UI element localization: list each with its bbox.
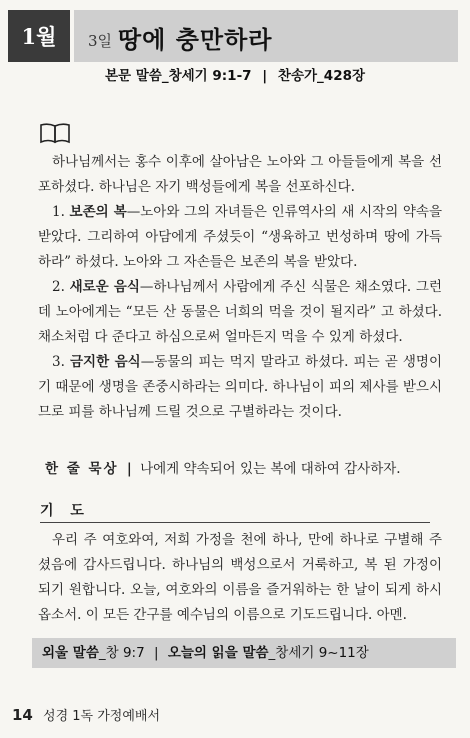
memory-label: 외울 말씀	[42, 645, 99, 661]
open-book-icon	[40, 122, 70, 144]
prayer-body	[38, 528, 442, 628]
hymn-number: 찬송가_428장	[277, 68, 366, 84]
memory-verse: _창 9:7	[98, 645, 145, 661]
intro-paragraph: 하나님께서는 홍수 이후에 살아남은 노아와 그 아들들에게 복을 선포하셨다. 하나님은 자기 백성들에게 복을 선포하신다.	[38, 154, 442, 195]
month-badge: 1월	[8, 10, 70, 62]
prayer-heading	[40, 500, 430, 523]
point-one-title: 보존의 복	[69, 204, 127, 220]
one-line-meditation	[45, 457, 455, 477]
point-one: 1. 보존의 복—노아와 그의 자녀들은 인류역사의 새 시작의 약속을 받았다. 그리하여 아담에게 주셨듯이 “생육하고 번성하며 땅에 가득하라” 하셨다. 노아와 그 자손들은 보존의 복을 받았다.	[38, 204, 443, 270]
scripture-text: 본문 말씀_창세기 9:1-7	[104, 68, 252, 84]
prayer-paragraph: 우리 주 여호와여, 저희 가정을 천에 하나, 만에 하나로 구별해 주셨음에 감사드립니다. 하나님의 백성으로서 거룩하고, 복 된 가정이 되기 원합니다. 오늘, 여호와의 이름을 즐거워하는 한 날이 되게 하시옵소서. 이 모든 간구를 예수님의 이름으로 기도드립니다. 아멘.	[38, 532, 442, 623]
scripture-reference	[0, 64, 470, 84]
point-two-title: 새로운 음식	[69, 279, 140, 295]
devotional-body	[38, 150, 442, 425]
title-band	[74, 10, 458, 62]
book-title: 성경 1독 가정예배서	[43, 709, 161, 724]
day-label: 3일	[88, 32, 113, 50]
point-two: 2. 새로운 음식—하나님께서 사람에게 주신 식물은 채소였다. 그런데 노아에게는 “모든 산 동물은 너희의 먹을 것이 될지라” 고 하셨다. 채소처럼 다 준다고 하심으로써 얼마든지 먹을 수 있게 하셨다.	[38, 279, 442, 345]
page-header	[0, 0, 470, 64]
meditation-separator: |	[126, 461, 132, 477]
memory-verse-bar	[32, 638, 456, 668]
memory-separator: |	[153, 645, 159, 661]
meditation-label: 한 줄 묵상	[45, 461, 119, 477]
page-title: 땅에 충만하라	[118, 26, 273, 54]
page-number: 14	[12, 706, 33, 724]
prayer-label: 기 도	[40, 503, 90, 519]
scripture-separator: |	[262, 68, 268, 84]
reading-passage: _창세기 9~11장	[268, 645, 369, 661]
meditation-text: 나에게 약속되어 있는 복에 대하여 감사하자.	[140, 461, 401, 477]
point-three-title: 금지한 음식	[69, 354, 141, 370]
reading-label: 오늘의 읽을 말씀	[167, 645, 269, 661]
page-footer	[12, 705, 160, 724]
point-three: 3. 금지한 음식—동물의 피는 먹지 말라고 하셨다. 피는 곧 생명이기 때문에 생명을 존중시하라는 의미다. 하나님이 피의 제사를 받으시므로 피를 하나님께 드릴 것으로 구별하라는 것이다.	[38, 354, 442, 420]
